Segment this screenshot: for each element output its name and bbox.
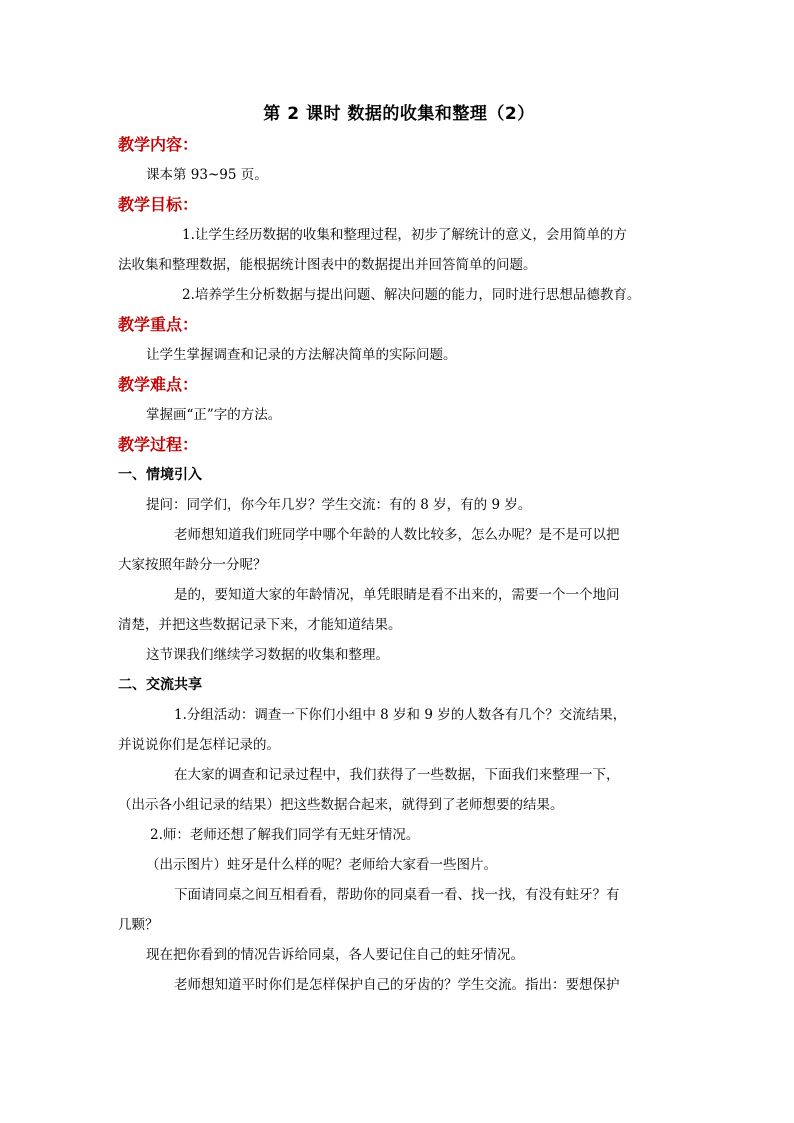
part1-p3-line-1: 是的，要知道大家的年龄情况，单凭眼睛是看不出来的，需要一个一个地问 bbox=[174, 587, 620, 603]
goal-item-1-cont bbox=[118, 250, 680, 280]
lesson-title: 第 2 课时 数据的收集和整理（2） bbox=[263, 104, 535, 124]
heading-difficulty: 教学难点： bbox=[118, 375, 199, 394]
part2-p2-l1 bbox=[118, 760, 680, 790]
part1-heading: 一、情境引入 bbox=[118, 467, 202, 483]
heading-key: 教学重点： bbox=[118, 315, 199, 334]
heading-process: 教学过程： bbox=[118, 435, 199, 454]
part2-p2-line-1: 在大家的调查和记录过程中，我们获得了一些数据，下面我们来整理一下， bbox=[174, 767, 620, 783]
part2-p2-l2 bbox=[118, 790, 680, 820]
part1-p3-l2: 清楚，并把这些数据记录下来，才能知道结果。 bbox=[118, 617, 402, 633]
key-text: 让学生掌握调查和记录的方法解决简单的实际问题。 bbox=[146, 347, 457, 363]
heading-content: 教学内容： bbox=[118, 135, 199, 154]
content-text: 课本第 93~95 页。 bbox=[146, 167, 268, 183]
part2-heading: 二、交流共享 bbox=[118, 677, 202, 693]
goal-item-1-line-1: 1.让学生经历数据的收集和整理过程，初步了解统计的意义，会用简单的方 bbox=[182, 227, 627, 243]
goal-item-2 bbox=[118, 280, 680, 310]
part2-p2-line-2: （出示各小组记录的结果）把这些数据合起来，就得到了老师想要的结果。 bbox=[118, 797, 564, 813]
part1-p1: 提问：同学们，你今年几岁？学生交流：有的 8 岁，有的 9 岁。 bbox=[146, 497, 532, 513]
part2-p1-l1 bbox=[118, 700, 680, 730]
part2-p1-l2: 并说说你们是怎样记录的。 bbox=[118, 737, 280, 753]
part1-p2-line-1: 老师想知道我们班同学中哪个年龄的人数比较多，怎么办呢？是不是可以把 bbox=[174, 527, 620, 543]
part2-p6: 现在把你看到的情况告诉给同桌，各人要记住自己的蛀牙情况。 bbox=[146, 947, 524, 963]
part2-p7-line: 老师想知道平时你们是怎样保护自己的牙齿的？学生交流。指出：要想保护 bbox=[174, 977, 620, 993]
goal-item-1-line-2: 法收集和整理数据，能根据统计图表中的数据提出并回答简单的问题。 bbox=[118, 257, 537, 273]
goal-item-2-text: 2.培养学生分析数据与提出问题、解决问题的能力，同时进行思想品德教育。 bbox=[182, 287, 641, 303]
part2-p1-line-1: 1.分组活动：调查一下你们小组中 8 岁和 9 岁的人数各有几个？交流结果， bbox=[174, 707, 627, 723]
difficulty-text: 掌握画“正”字的方法。 bbox=[146, 407, 282, 423]
part2-p7 bbox=[118, 970, 680, 1000]
part2-p5-l2: 几颗？ bbox=[118, 917, 159, 933]
part2-p5-l1 bbox=[118, 880, 680, 910]
part2-p4: （出示图片）蛀牙是什么样的呢？老师给大家看一些图片。 bbox=[146, 857, 497, 873]
part1-p2-l1 bbox=[118, 520, 680, 550]
part1-p4: 这节课我们继续学习数据的收集和整理。 bbox=[146, 647, 389, 663]
part1-p3-l1 bbox=[118, 580, 680, 610]
part2-p5-line-1: 下面请同桌之间互相看看，帮助你的同桌看一看、找一找，有没有蛀牙？有 bbox=[174, 887, 620, 903]
document-page bbox=[118, 100, 680, 1000]
goal-item-1 bbox=[118, 220, 680, 250]
part2-p3: 2.师：老师还想了解我们同学有无蛀牙情况。 bbox=[150, 827, 420, 843]
heading-goals: 教学目标： bbox=[118, 195, 199, 214]
part1-p2-l2: 大家按照年龄分一分呢？ bbox=[118, 557, 267, 573]
